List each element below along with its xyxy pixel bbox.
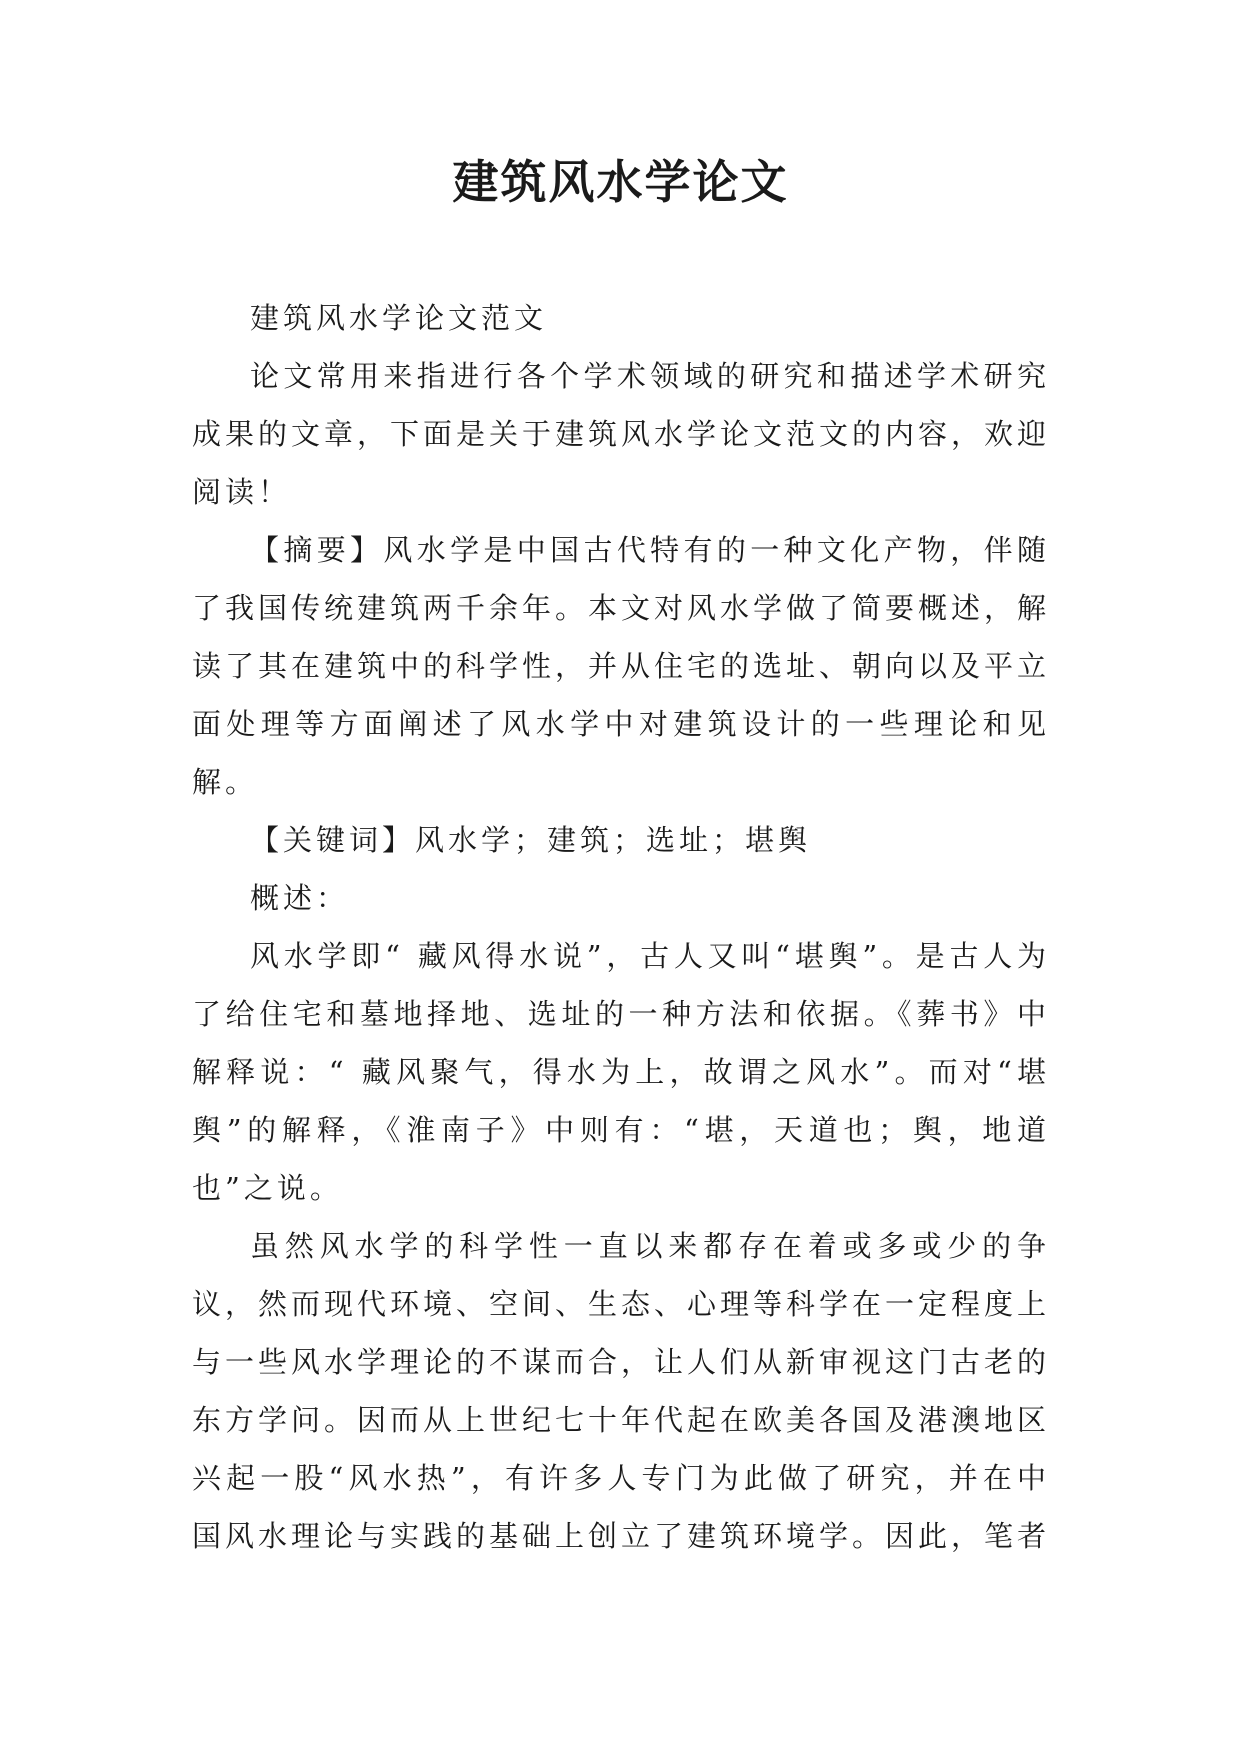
abstract-paragraph: 【摘要】风水学是中国古代特有的一种文化产物，伴随了我国传统建筑两千余年。本文对风水学做了简要概述，解读了其在建筑中的科学性，并从住宅的选址、朝向以及平立面处理等方面阐述了风水学中对建筑设计的一些理论和见解。: [192, 533, 1051, 799]
body-paragraph: 风水学即“ 藏风得水说”，古人又叫“堪舆”。是古人为了给住宅和墓地择地、选址的一种方法和依据。《葬书》中解释说：“ 藏风聚气，得水为上，故谓之风水”。而对“堪舆”的解释，《淮南子》中则有：“堪，天道也；舆，地道也”之说。: [192, 939, 1050, 1205]
document-body: [192, 289, 1050, 1565]
subtitle-paragraph: 建筑风水学论文范文: [250, 301, 548, 335]
document-title: 建筑风水学论文: [452, 155, 789, 209]
body-paragraph: 虽然风水学的科学性一直以来都存在着或多或少的争议，然而现代环境、空间、生态、心理等科学在一定程度上与一些风水学理论的不谋而合，让人们从新审视这门古老的东方学问。因而从上世纪七十年代起在欧美各国及港澳地区兴起一股“风水热”，有许多人专门为此做了研究，并在中国风水理论与实践的基础上创立了建筑环境学。因此，笔者: [192, 1229, 1051, 1553]
intro-paragraph: 论文常用来指进行各个学术领域的研究和描述学术研究成果的文章，下面是关于建筑风水学论文范文的内容，欢迎阅读！: [192, 359, 1051, 509]
keywords-paragraph: 【关键词】风水学；建筑；选址；堪舆: [250, 823, 812, 857]
overview-heading: 概述：: [250, 881, 350, 915]
